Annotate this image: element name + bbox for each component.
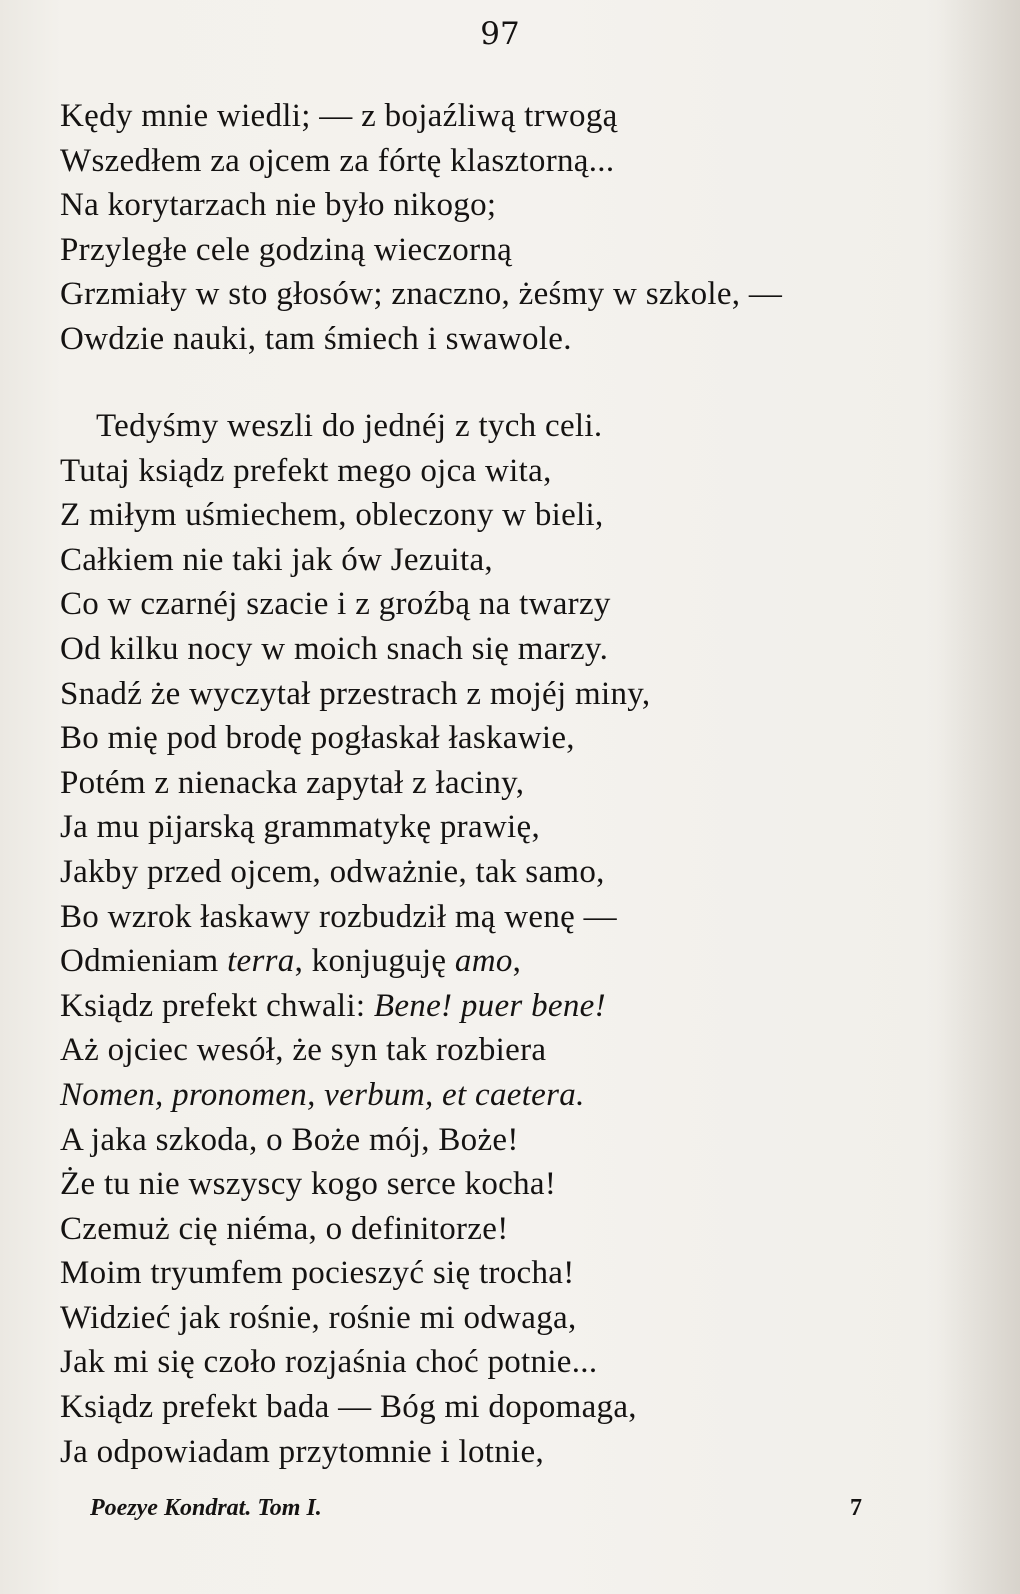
line-text: , <box>512 943 522 980</box>
poem-line: Z miłym uśmiechem, obleczony w bieli, <box>60 497 604 534</box>
poem-line: Wszedłem za ojcem za fórtę klasztorną... <box>60 142 615 179</box>
poem-line: Potém z nienacka zapytał z łaciny, <box>60 764 525 801</box>
poem-line: Ja mu pijarską grammatykę prawię, <box>60 809 540 846</box>
poem-line: Tedyśmy weszli do jednéj z tych celi. <box>96 408 603 444</box>
poem-line: Co w czarnéj szacie i z groźbą na twarzy <box>60 586 611 623</box>
poem-line: Jak mi się czoło rozjaśnia choć potnie... <box>60 1344 598 1381</box>
poem-line: Aż ojciec wesół, że syn tak rozbiera <box>60 1032 547 1069</box>
latin-word: terra <box>227 943 295 980</box>
poem-line: Ksiądz prefekt bada — Bóg mi dopomaga, <box>60 1389 637 1426</box>
poem-line: A jaka szkoda, o Boże mój, Boże! <box>60 1121 519 1158</box>
poem-line <box>60 939 650 984</box>
poem-line: Nomen, pronomen, verbum, et caetera. <box>60 1076 585 1113</box>
poem-line: Że tu nie wszyscy kogo serce kocha! <box>60 1166 557 1203</box>
poem-line: Jakby przed ojcem, odważnie, tak samo, <box>60 853 605 890</box>
poem-line: Bo mię pod brodę pogłaskał łaskawie, <box>60 720 575 757</box>
poem-line: Bo wzrok łaskawy rozbudził mą wenę — <box>60 898 617 935</box>
poem-line: Snadź że wyczytał przestrach z mojéj miny, <box>60 675 651 712</box>
poem-line: Na korytarzach nie było nikogo; <box>60 187 497 224</box>
poem-line: Tutaj ksiądz prefekt mego ojca wita, <box>60 452 552 489</box>
latin-word: amo <box>454 943 513 980</box>
poem-line <box>60 984 650 1029</box>
footer-title: Poezye Kondrat. Tom I. <box>90 1495 322 1521</box>
line-text: Ksiądz prefekt chwali: <box>60 987 374 1024</box>
poem-line: Całkiem nie taki jak ów Jezuita, <box>60 541 493 578</box>
poem-line: Czemuż cię niéma, o definitorze! <box>60 1210 509 1247</box>
poem-line: Kędy mnie wiedli; — z bojaźliwą trwogą <box>60 98 618 134</box>
poem-line: Moim tryumfem pocieszyć się trocha! <box>60 1255 575 1292</box>
stanza-2 <box>60 404 650 1474</box>
page-number: 97 <box>480 16 520 52</box>
poem-line: Grzmiały w sto głosów; znaczno, żeśmy w szkole, — <box>60 276 783 313</box>
latin-phrase: Bene! puer bene! <box>373 987 606 1024</box>
line-text: , konjuguję <box>294 943 455 980</box>
poem-line: Owdzie nauki, tam śmiech i swawole. <box>60 320 572 357</box>
page-edge-shadow <box>925 0 1020 1594</box>
poem-line: Widzieć jak rośnie, rośnie mi odwaga, <box>60 1299 577 1336</box>
stanza-1 <box>60 94 782 362</box>
poem-line: Ja odpowiadam przytomnie i lotnie, <box>60 1433 545 1470</box>
poem-line: Od kilku nocy w moich snach się marzy. <box>60 630 609 667</box>
poem-line: Przyległe cele godziną wieczorną <box>60 231 513 268</box>
signature-mark: 7 <box>850 1495 862 1521</box>
line-text: Odmieniam <box>60 943 228 980</box>
